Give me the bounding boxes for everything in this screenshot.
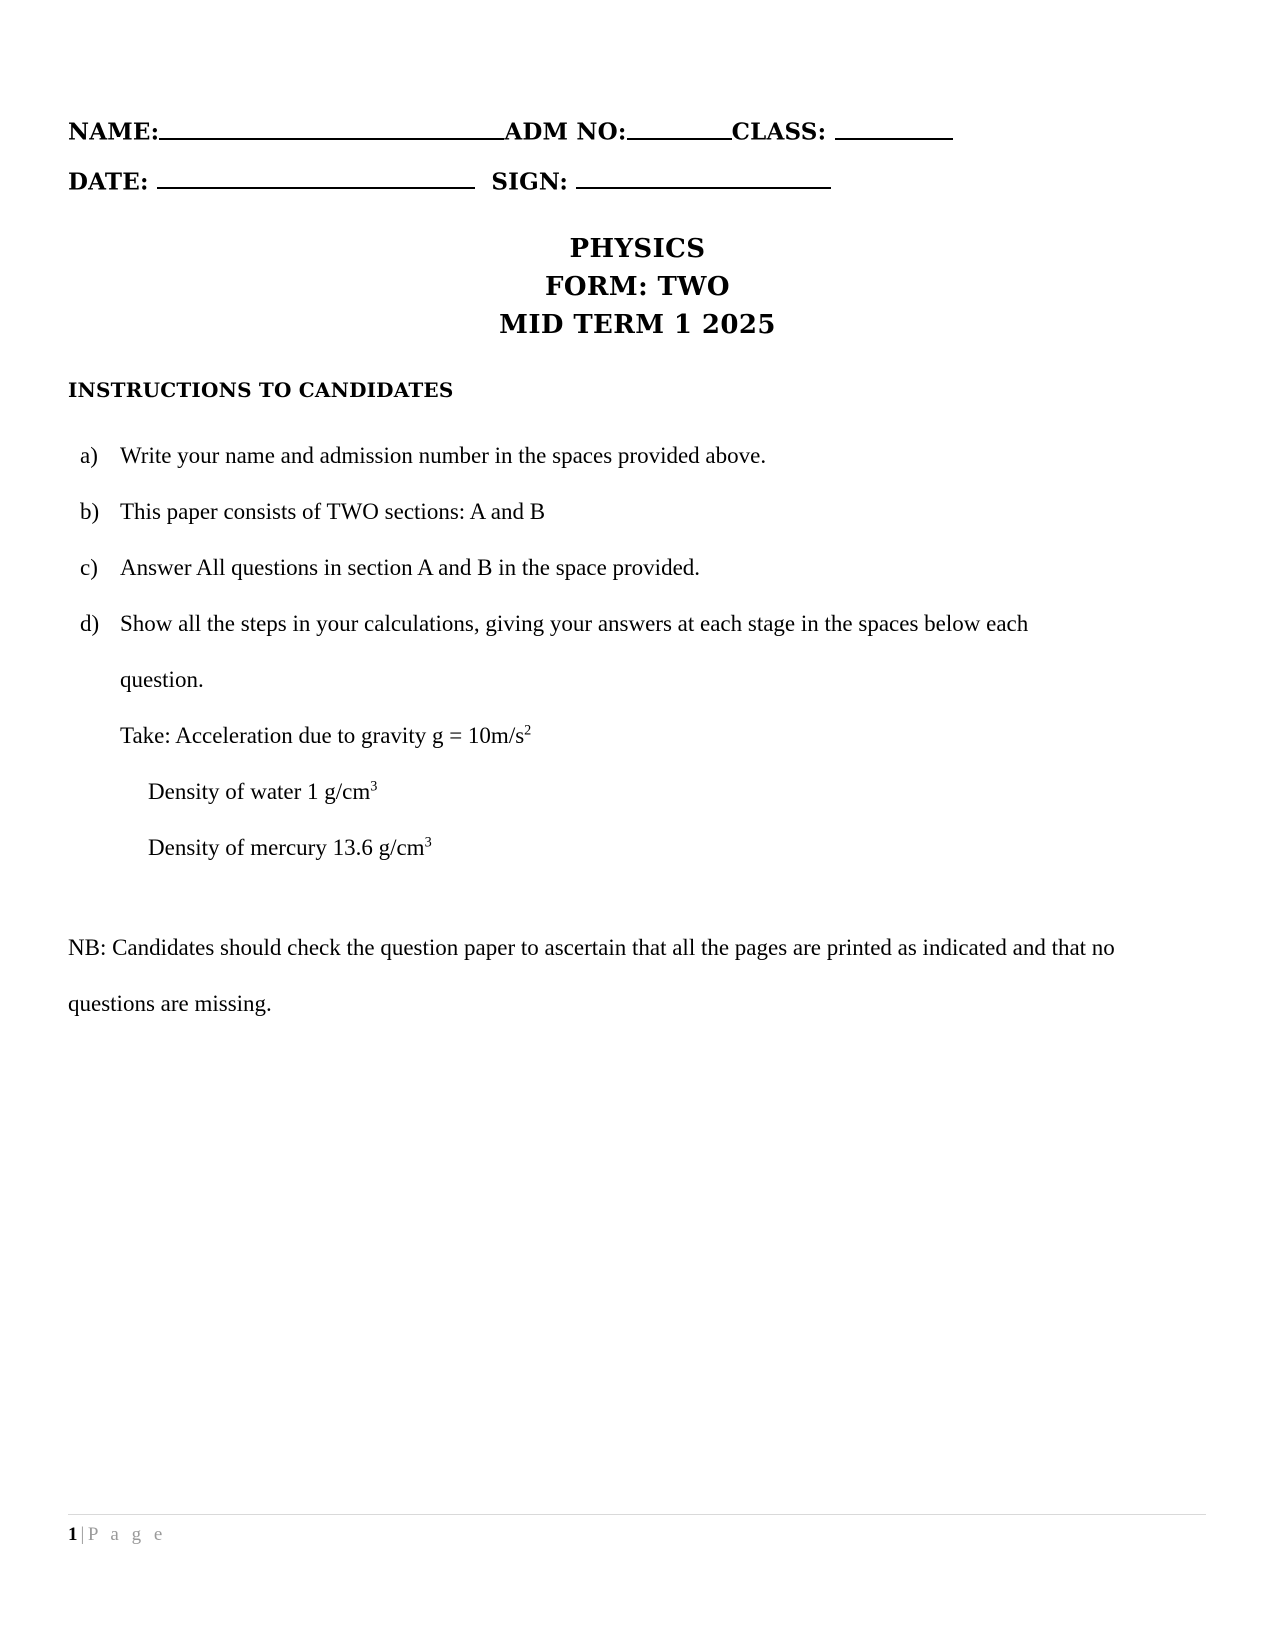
instruction-marker-b: b): [80, 499, 100, 524]
footer-page-word: P a g e: [87, 1524, 167, 1545]
constant-water-density: [68, 764, 1153, 820]
instruction-text-a: Write your name and admission number in the spaces provided above.: [120, 443, 767, 468]
footer-divider: [68, 1514, 1206, 1515]
header-row-name: [68, 118, 1178, 146]
instruction-marker-d: d): [80, 611, 100, 636]
constant-mercury-text: Density of mercury 13.6 g/cm: [148, 835, 425, 860]
page-title: [0, 230, 1275, 344]
instructions-list: [68, 428, 1153, 876]
class-input[interactable]: [835, 118, 953, 140]
title-exam: MID TERM 1 2025: [499, 310, 776, 340]
name-input[interactable]: [159, 118, 504, 140]
instruction-marker-a: a): [80, 443, 98, 468]
name-label: NAME:: [68, 118, 160, 146]
sign-input[interactable]: [576, 168, 831, 190]
constant-gravity: [68, 708, 1153, 764]
constant-mercury-exponent: 3: [424, 834, 432, 851]
adm-no-input[interactable]: [627, 118, 732, 140]
instruction-item-b: [68, 484, 1153, 540]
instruction-marker-c: c): [80, 555, 98, 580]
sign-label: SIGN:: [491, 168, 569, 196]
footer-separator: |: [80, 1524, 85, 1545]
class-label: CLASS:: [731, 118, 827, 146]
title-subject: PHYSICS: [569, 234, 706, 264]
date-input[interactable]: [157, 168, 475, 190]
instructions-heading: INSTRUCTIONS TO CANDIDATES: [68, 378, 454, 402]
page-footer: [68, 1524, 166, 1546]
candidate-note: NB: Candidates should check the question paper to ascertain that all the pages are printed as indicated and that no questions are missing.: [68, 935, 1115, 1016]
instruction-text-d: Show all the steps in your calculations, giving your answers at each stage in the spaces below each: [120, 611, 1029, 636]
instruction-item-a: [68, 428, 1153, 484]
constant-gravity-text: Take: Acceleration due to gravity g = 10m/s: [120, 723, 525, 748]
constant-mercury-density: [68, 820, 1153, 876]
instruction-item-d-continuation: question.: [120, 667, 204, 692]
instruction-text-b: This paper consists of TWO sections: A and B: [120, 499, 546, 524]
footer-page-number: 1: [68, 1524, 78, 1545]
header-fields: [68, 118, 1178, 195]
date-label: DATE:: [68, 168, 149, 196]
title-form: FORM: TWO: [545, 272, 730, 302]
instruction-item-c: [68, 540, 1153, 596]
instruction-item-d: [68, 596, 1153, 652]
constant-water-exponent: 3: [370, 778, 378, 795]
instruction-text-c: Answer All questions in section A and B in the space provided.: [120, 555, 701, 580]
adm-label: ADM NO:: [504, 118, 627, 146]
constant-water-text: Density of water 1 g/cm: [148, 779, 371, 804]
constant-gravity-exponent: 2: [524, 722, 532, 739]
header-row-date: [68, 168, 1178, 196]
